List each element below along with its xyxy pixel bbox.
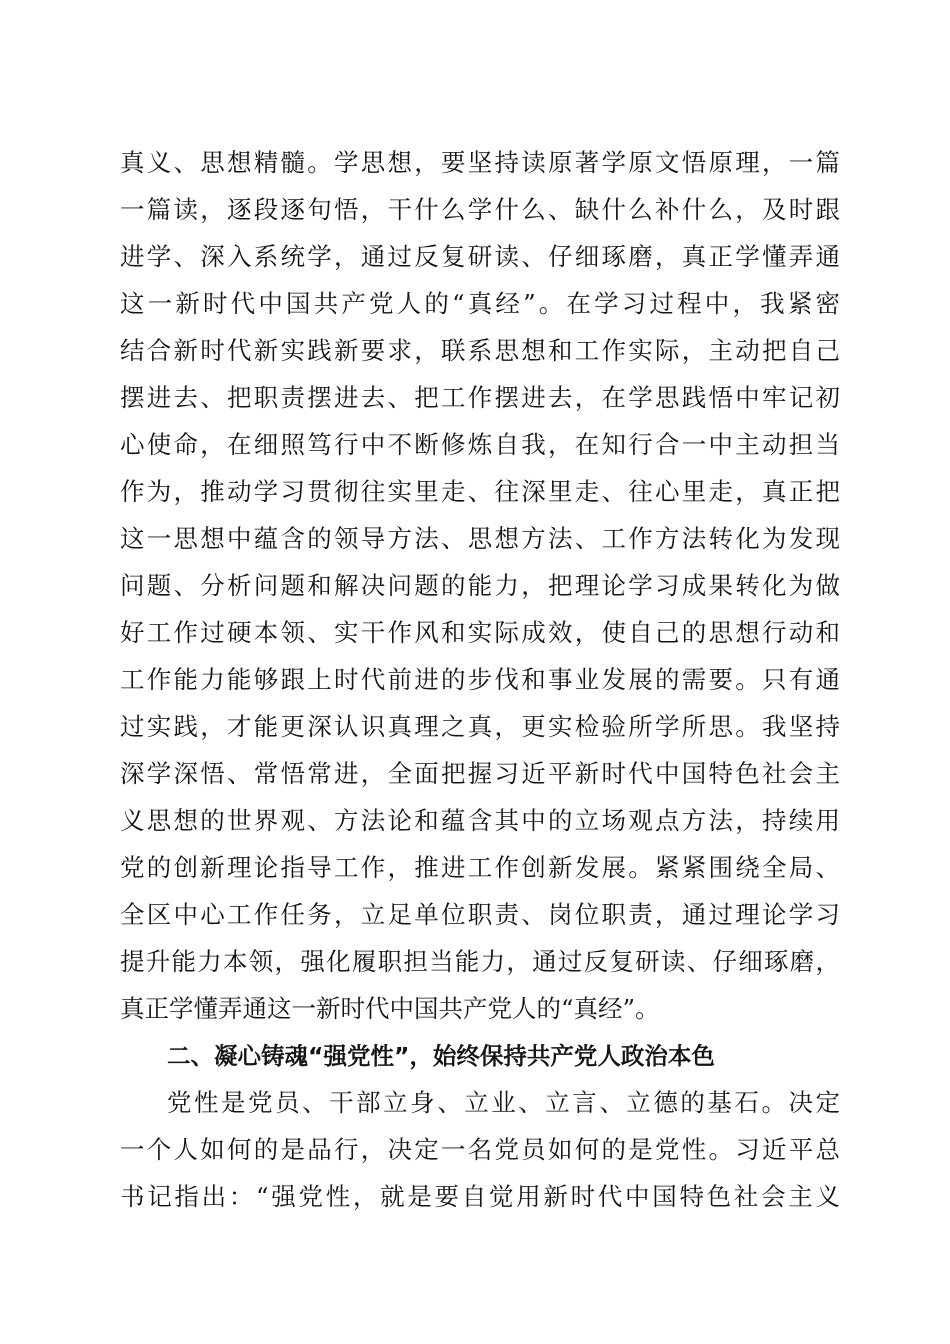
paragraph-line: 真义、思想精髓。学思想，要坚持读原著学原文悟原理，一篇 xyxy=(120,148,840,177)
paragraph-line: 一个人如何的是品行，决定一名党员如何的是党性。习近平总 xyxy=(120,1135,840,1164)
paragraph-line: 这一思想中蕴含的领导方法、思想方法、工作方法转化为发现 xyxy=(120,524,840,553)
paragraph-line: 作为，推动学习贯彻往实里走、往深里走、往心里走，真正把 xyxy=(120,477,840,506)
paragraph-line: 党性是党员、干部立身、立业、立言、立德的基石。决定 xyxy=(167,1088,840,1117)
paragraph-line: 问题、分析问题和解决问题的能力，把理论学习成果转化为做 xyxy=(120,571,840,600)
paragraph-line: 书记指出：“强党性，就是要自觉用新时代中国特色社会主义 xyxy=(120,1182,840,1211)
paragraph-line: 义思想的世界观、方法论和蕴含其中的立场观点方法，持续用 xyxy=(120,806,840,835)
paragraph-line: 结合新时代新实践新要求，联系思想和工作实际，主动把自己 xyxy=(120,336,840,365)
paragraph-line: 过实践，才能更深认识真理之真，更实检验所学所思。我坚持 xyxy=(120,712,840,741)
paragraph-line: 提升能力本领，强化履职担当能力，通过反复研读、仔细琢磨， xyxy=(120,947,840,976)
paragraph-line: 工作能力能够跟上时代前进的步伐和事业发展的需要。只有通 xyxy=(120,665,840,694)
paragraph-line: 摆进去、把职责摆进去、把工作摆进去，在学思践悟中牢记初 xyxy=(120,383,840,412)
paragraph-line: 好工作过硬本领、实干作风和实际成效，使自己的思想行动和 xyxy=(120,618,840,647)
paragraph-line: 全区中心工作任务，立足单位职责、岗位职责，通过理论学习 xyxy=(120,900,840,929)
paragraph-line: 一篇读，逐段逐句悟，干什么学什么、缺什么补什么，及时跟 xyxy=(120,195,840,224)
paragraph-line: 真正学懂弄通这一新时代中国共产党人的“真经”。 xyxy=(120,994,660,1023)
paragraph-line: 深学深悟、常悟常进，全面把握习近平新时代中国特色社会主 xyxy=(120,759,840,788)
paragraph-line: 心使命，在细照笃行中不断修炼自我，在知行合一中主动担当 xyxy=(120,430,840,459)
paragraph-line: 进学、深入系统学，通过反复研读、仔细琢磨，真正学懂弄通 xyxy=(120,242,840,271)
paragraph-line: 党的创新理论指导工作，推进工作创新发展。紧紧围绕全局、 xyxy=(120,853,840,882)
section-heading: 二、凝心铸魂“强党性”，始终保持共产党人政治本色 xyxy=(167,1042,715,1070)
paragraph-line: 这一新时代中国共产党人的“真经”。在学习过程中，我紧密 xyxy=(120,289,840,318)
